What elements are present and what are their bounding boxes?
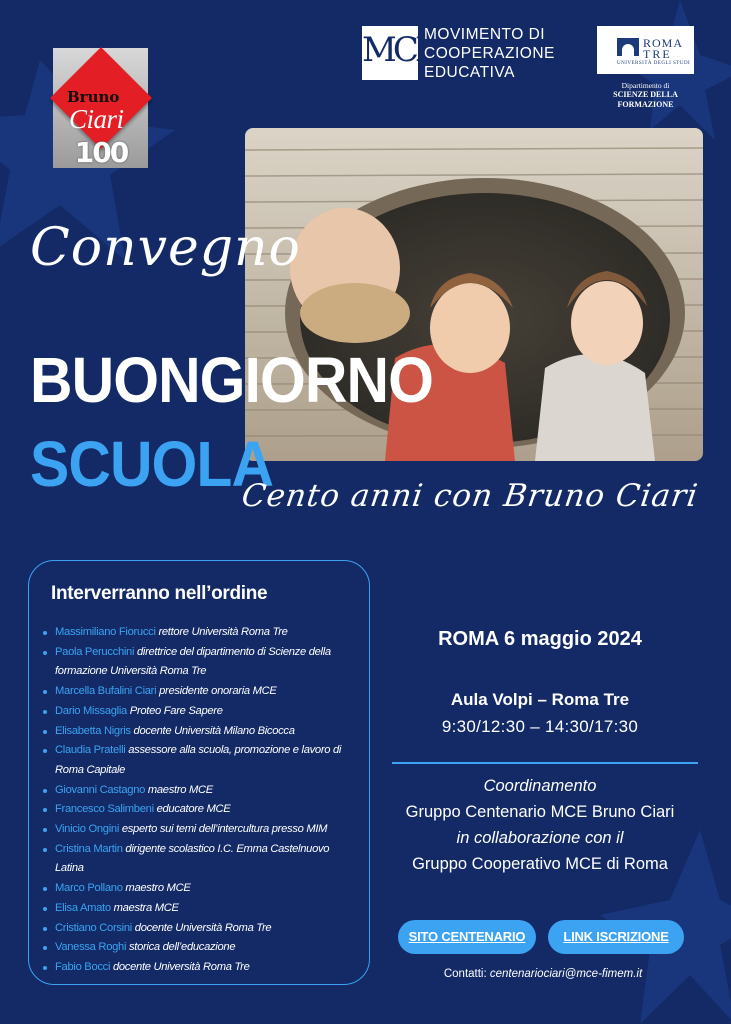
speaker-name: Vinicio Ongini <box>55 823 120 836</box>
speaker-role: maestro MCE <box>122 882 191 895</box>
speaker-item <box>41 643 359 682</box>
speaker-item <box>41 682 359 702</box>
logo-text-ciari: Ciari <box>69 104 124 134</box>
contacts-label: Contatti: <box>443 968 490 980</box>
speaker-role: esperto sui temi dell’intercultura presso MIM <box>119 823 328 836</box>
sito-centenario-button[interactable]: SITO CENTENARIO <box>398 920 536 954</box>
department-label <box>597 81 694 110</box>
speaker-name: Massimiliano Fiorucci <box>55 626 156 638</box>
speaker-item <box>41 938 359 958</box>
logo-text-100: 100 <box>74 136 128 169</box>
department-line1: SCIENZE DELLA <box>613 90 678 99</box>
mce-monogram: MCE <box>362 30 436 70</box>
speaker-role: storica dell’educazione <box>126 941 236 954</box>
speaker-item <box>41 820 359 840</box>
roma-tre-title2: TRE <box>643 47 672 61</box>
speaker-item <box>41 702 359 722</box>
mce-name-line3: EDUCATIVA <box>424 64 515 81</box>
speaker-name: Marcella Bufalini Ciari <box>55 685 157 698</box>
roma-tre-title1: ROMA <box>643 36 684 50</box>
speaker-name: Fabio Bocci <box>55 960 111 973</box>
speakers-panel <box>28 560 370 985</box>
speaker-item <box>41 879 359 899</box>
speaker-role: educatore MCE <box>153 803 231 816</box>
speakers-list <box>41 623 359 978</box>
contacts <box>392 968 694 980</box>
roma-tre-logo <box>597 26 694 74</box>
speaker-role: presidente onoraria MCE <box>156 685 277 698</box>
speaker-item <box>41 919 359 939</box>
speaker-name: Elisa Amato <box>55 901 111 914</box>
speakers-heading: Interverranno nell’ordine <box>51 583 268 604</box>
speaker-item <box>41 899 359 919</box>
link-iscrizione-button[interactable]: LINK ISCRIZIONE <box>548 920 684 954</box>
speaker-role: direttrice del dipartimento di Scienze della formazione Università Roma Tre <box>55 645 331 678</box>
convegno-script-title: Convegno <box>30 218 301 278</box>
speaker-name: Claudia Pratelli <box>55 744 126 757</box>
coordination-line4: Gruppo Cooperativo MCE di Roma <box>412 855 668 873</box>
speaker-item <box>41 781 359 801</box>
title-buongiorno: BUONGIORNO <box>30 344 433 416</box>
speaker-item <box>41 722 359 742</box>
speaker-name: Vanessa Roghi <box>55 941 127 954</box>
speaker-name: Cristiano Corsini <box>55 921 132 934</box>
coordination-line3: in collaborazione con il <box>456 829 624 847</box>
speaker-name: Paola Perucchini <box>55 645 135 658</box>
event-date: ROMA 6 maggio 2024 <box>438 628 642 650</box>
department-line2: FORMAZIONE <box>617 100 674 109</box>
mce-name-line1: MOVIMENTO DI <box>424 26 546 43</box>
speaker-role: assessore alla scuola, promozione e lavoro di Roma Capitale <box>55 744 342 776</box>
speaker-name: Elisabetta Nigris <box>55 724 131 737</box>
coordination-block <box>380 773 700 877</box>
tagline-script: Cento anni con Bruno Ciari <box>239 478 701 514</box>
speaker-name: Dario Missaglia <box>55 704 127 717</box>
speaker-role: Proteo Fare Sapere <box>126 704 223 717</box>
speaker-role: dirigente scolastico I.C. Emma Castelnuovo Latina <box>55 842 330 875</box>
speaker-name: Francesco Salimbeni <box>55 803 154 816</box>
speaker-role: docente Università Milano Bicocca <box>130 724 295 737</box>
mce-name-line2: COOPERAZIONE <box>424 45 555 62</box>
speaker-role: docente Università Roma Tre <box>110 960 250 973</box>
speaker-name: Marco Pollano <box>55 882 123 895</box>
speaker-item <box>41 623 359 643</box>
speaker-item <box>41 840 359 879</box>
bruno-ciari-100-logo <box>45 44 157 174</box>
speaker-item <box>41 741 359 780</box>
speaker-item <box>41 958 359 978</box>
title-scuola: SCUOLA <box>30 428 274 500</box>
divider-line <box>392 762 698 764</box>
roma-tre-emblem-icon <box>617 38 639 56</box>
speaker-item <box>41 800 359 820</box>
speaker-role: maestro MCE <box>145 783 213 796</box>
event-time: 9:30/12:30 – 14:30/17:30 <box>441 717 639 736</box>
logo-text-bruno: Bruno <box>67 88 120 106</box>
mce-name <box>424 25 555 82</box>
mce-logo <box>362 26 436 80</box>
speaker-role: docente Università Roma Tre <box>131 921 272 934</box>
department-small: Dipartimento di <box>621 81 670 90</box>
contacts-email[interactable]: centenariociari@mce-fimem.it <box>489 968 643 980</box>
event-venue: Aula Volpi – Roma Tre <box>450 690 630 709</box>
coordination-line1: Coordinamento <box>483 777 597 795</box>
speaker-role: maestra MCE <box>110 901 179 914</box>
speaker-role: rettore Università Roma Tre <box>155 626 288 638</box>
coordination-line2: Gruppo Centenario MCE Bruno Ciari <box>405 803 675 821</box>
speaker-name: Cristina Martin <box>55 842 123 855</box>
roma-tre-subtitle: UNIVERSITÀ DEGLI STUDI <box>617 61 691 66</box>
speaker-name: Giovanni Castagno <box>55 783 146 796</box>
